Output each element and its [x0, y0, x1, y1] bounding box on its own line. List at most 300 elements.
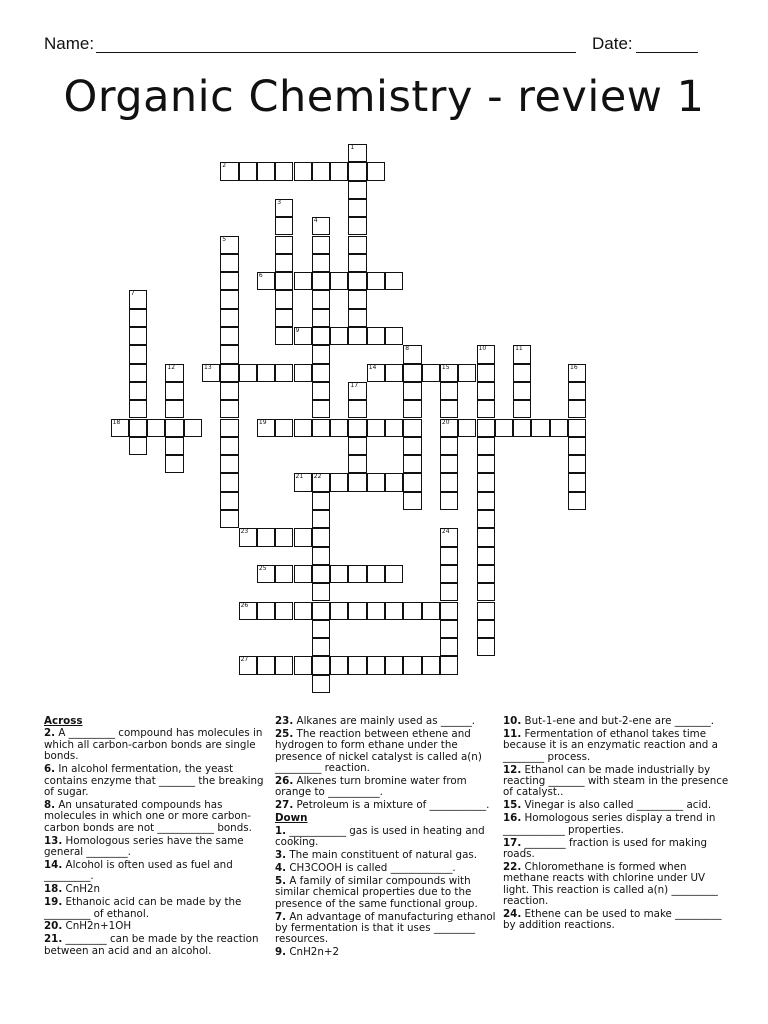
crossword-cell[interactable] [422, 656, 440, 674]
crossword-cell[interactable] [220, 327, 238, 345]
cell-clue-number: 2 [222, 162, 227, 170]
crossword-cell[interactable] [220, 455, 238, 473]
crossword-cell[interactable] [129, 382, 147, 400]
crossword-cell[interactable] [275, 565, 293, 583]
crossword-cell[interactable] [312, 217, 330, 235]
crossword-cell[interactable] [348, 217, 366, 235]
crossword-cell[interactable] [348, 437, 366, 455]
crossword-cell[interactable] [440, 437, 458, 455]
crossword-cell[interactable] [440, 455, 458, 473]
crossword-cell[interactable] [348, 236, 366, 254]
crossword-cell[interactable] [220, 492, 238, 510]
clue-item [44, 800, 266, 834]
crossword-cell[interactable] [348, 327, 366, 345]
clue-number: 8. [44, 798, 56, 811]
crossword-cell[interactable] [330, 473, 348, 491]
crossword-cell[interactable] [220, 473, 238, 491]
clue-item [503, 838, 731, 861]
crossword-cell[interactable] [312, 602, 330, 620]
crossword-cell[interactable] [568, 400, 586, 418]
clue-number: 2. [44, 727, 56, 740]
clue-item [275, 850, 497, 861]
crossword-cell[interactable] [348, 656, 366, 674]
crossword-cell[interactable] [477, 455, 495, 473]
crossword-cell[interactable] [257, 364, 275, 382]
crossword-cell[interactable] [257, 565, 275, 583]
crossword-cell[interactable] [440, 620, 458, 638]
crossword-cell[interactable] [477, 528, 495, 546]
crossword-cell[interactable] [129, 364, 147, 382]
crossword-cell[interactable] [458, 419, 476, 437]
crossword-cell[interactable] [312, 510, 330, 528]
date-label: Date: [592, 34, 633, 53]
crossword-cell[interactable] [330, 419, 348, 437]
crossword-cell[interactable] [495, 419, 513, 437]
crossword-cell[interactable] [312, 290, 330, 308]
crossword-cell[interactable] [294, 602, 312, 620]
crossword-cell[interactable] [568, 455, 586, 473]
crossword-cell[interactable] [275, 290, 293, 308]
clue-item [503, 909, 731, 932]
crossword-cell[interactable] [348, 400, 366, 418]
crossword-cell[interactable] [312, 254, 330, 272]
crossword-cell[interactable] [220, 510, 238, 528]
crossword-cell[interactable] [348, 162, 366, 180]
crossword-cell[interactable] [275, 309, 293, 327]
crossword-cell[interactable] [477, 400, 495, 418]
crossword-cell[interactable] [348, 565, 366, 583]
crossword-cell[interactable] [220, 162, 238, 180]
clue-number: 11. [503, 727, 522, 740]
clue-item [503, 765, 731, 799]
crossword-cell[interactable] [348, 309, 366, 327]
clue-item [275, 800, 497, 811]
crossword-cell[interactable] [220, 290, 238, 308]
crossword-cell[interactable] [440, 602, 458, 620]
crossword-cell[interactable] [330, 565, 348, 583]
crossword-cell[interactable] [458, 364, 476, 382]
crossword-cell[interactable] [275, 364, 293, 382]
crossword-cell[interactable] [348, 254, 366, 272]
crossword-cell[interactable] [440, 565, 458, 583]
clue-item [275, 947, 497, 958]
clue-number: 12. [503, 763, 522, 776]
crossword-cell[interactable] [294, 364, 312, 382]
crossword-cell[interactable] [129, 437, 147, 455]
clue-item [44, 836, 266, 859]
crossword-cell[interactable] [239, 528, 257, 546]
crossword-cell[interactable] [367, 272, 385, 290]
cell-clue-number: 11 [515, 345, 523, 353]
clue-number: 9. [275, 946, 287, 959]
crossword-cell[interactable] [129, 419, 147, 437]
crossword-cell[interactable] [220, 437, 238, 455]
crossword-cell[interactable] [220, 309, 238, 327]
crossword-cell[interactable] [257, 602, 275, 620]
clue-number: 5. [275, 874, 287, 887]
crossword-cell[interactable] [275, 199, 293, 217]
clue-number: 26. [275, 775, 294, 788]
crossword-cell[interactable] [477, 602, 495, 620]
cell-clue-number: 27 [240, 656, 249, 664]
crossword-cell[interactable] [220, 254, 238, 272]
crossword-cell[interactable] [312, 638, 330, 656]
crossword-cell[interactable] [220, 400, 238, 418]
crossword-cell[interactable] [312, 364, 330, 382]
crossword-cell[interactable] [330, 602, 348, 620]
clue-item [275, 826, 497, 849]
cell-clue-number: 16 [570, 363, 578, 371]
cell-clue-number: 1 [350, 144, 355, 151]
crossword-cell[interactable] [513, 345, 531, 363]
crossword-cell[interactable] [568, 364, 586, 382]
crossword-cell[interactable] [220, 345, 238, 363]
clue-number: 3. [275, 848, 287, 861]
clue-text: CH3COOH is called ____________. [286, 861, 456, 874]
crossword-cell[interactable] [165, 419, 183, 437]
clue-item [44, 764, 266, 798]
clue-number: 18. [44, 883, 63, 896]
crossword-cell[interactable] [348, 602, 366, 620]
crossword-cell[interactable] [129, 290, 147, 308]
cell-clue-number: 5 [222, 235, 227, 243]
crossword-cell[interactable] [403, 419, 421, 437]
crossword-cell[interactable] [440, 419, 458, 437]
crossword-cell[interactable] [367, 602, 385, 620]
crossword-cell[interactable] [294, 272, 312, 290]
crossword-cell[interactable] [385, 656, 403, 674]
clue-number: 4. [275, 861, 287, 874]
crossword-cell[interactable] [403, 455, 421, 473]
crossword-cell[interactable] [385, 272, 403, 290]
crossword-cell[interactable] [294, 565, 312, 583]
crossword-cell[interactable] [385, 327, 403, 345]
clue-item [503, 813, 731, 836]
clue-item [503, 862, 731, 908]
crossword-cell[interactable] [568, 382, 586, 400]
crossword-cell[interactable] [312, 547, 330, 565]
crossword-cell[interactable] [477, 510, 495, 528]
crossword-cell[interactable] [129, 327, 147, 345]
clue-text: ________ fraction is used for making roads. [503, 836, 708, 860]
clue-text: Ethanoic acid can be made by the _________ of ethanol. [44, 896, 242, 920]
crossword-cell[interactable] [129, 345, 147, 363]
crossword-cell[interactable] [568, 437, 586, 455]
crossword-cell[interactable] [312, 236, 330, 254]
crossword-cell[interactable] [312, 528, 330, 546]
clue-text: Fermentation of ethanol takes time because it is an enzymatic reaction and a ________ process. [503, 727, 718, 763]
crossword-cell[interactable] [275, 656, 293, 674]
crossword-cell[interactable] [440, 528, 458, 546]
crossword-cell[interactable] [403, 656, 421, 674]
crossword-cell[interactable] [348, 473, 366, 491]
clue-item [275, 776, 497, 799]
clue-text: Alcohol is often used as fuel and _________. [44, 858, 233, 883]
clue-number: 22. [503, 860, 522, 873]
crossword-cell[interactable] [403, 345, 421, 363]
cell-clue-number: 26 [240, 601, 249, 609]
clue-item [44, 884, 266, 895]
crossword-cell[interactable] [330, 272, 348, 290]
crossword-cell[interactable] [275, 528, 293, 546]
crossword-cell[interactable] [568, 492, 586, 510]
crossword-cell[interactable] [440, 400, 458, 418]
crossword-cell[interactable] [477, 382, 495, 400]
crossword-cell[interactable] [513, 364, 531, 382]
cell-clue-number: 22 [313, 473, 322, 481]
cell-clue-number: 14 [368, 363, 377, 371]
crossword-cell[interactable] [312, 400, 330, 418]
crossword-cell[interactable] [513, 400, 531, 418]
crossword-cell[interactable] [385, 419, 403, 437]
crossword-cell[interactable] [477, 364, 495, 382]
crossword-cell[interactable] [477, 473, 495, 491]
cell-clue-number: 13 [204, 363, 212, 371]
clue-text: CnH2n+2 [286, 946, 340, 959]
clue-number: 21. [44, 933, 63, 946]
crossword-cell[interactable] [312, 327, 330, 345]
clue-item [44, 860, 266, 883]
crossword-cell[interactable] [312, 162, 330, 180]
clue-text: An advantage of manufacturing ethanol by fermentation is that it uses ________ resources. [275, 910, 496, 946]
crossword-cell[interactable] [477, 437, 495, 455]
crossword-cell[interactable] [239, 602, 257, 620]
cell-clue-number: 7 [130, 290, 135, 298]
crossword-cell[interactable] [477, 345, 495, 363]
crossword-cell[interactable] [367, 565, 385, 583]
crossword-cell[interactable] [129, 400, 147, 418]
cell-clue-number: 15 [441, 363, 450, 371]
clue-text: In alcohol fermentation, the yeast contains enzyme that _______ the breaking of sugar. [44, 763, 264, 798]
clue-text: Homologous series have the same general ________. [44, 834, 244, 858]
crossword-cell[interactable] [477, 638, 495, 656]
crossword-cell[interactable] [275, 327, 293, 345]
crossword-cell[interactable] [202, 364, 220, 382]
clue-item [503, 800, 731, 811]
crossword-cell[interactable] [275, 419, 293, 437]
clue-item [503, 716, 731, 727]
clue-number: 14. [44, 858, 63, 871]
crossword-cell[interactable] [348, 419, 366, 437]
crossword-cell[interactable] [275, 162, 293, 180]
crossword-cell[interactable] [165, 400, 183, 418]
crossword-cell[interactable] [477, 620, 495, 638]
crossword-cell[interactable] [220, 419, 238, 437]
crossword-cell[interactable] [294, 528, 312, 546]
clue-item [44, 897, 266, 920]
crossword-cell[interactable] [294, 656, 312, 674]
crossword-cell[interactable] [348, 455, 366, 473]
crossword-cell[interactable] [312, 492, 330, 510]
crossword-cell[interactable] [440, 473, 458, 491]
crossword-cell[interactable] [294, 327, 312, 345]
crossword-cell[interactable] [165, 455, 183, 473]
crossword-cell[interactable] [312, 656, 330, 674]
crossword-cell[interactable] [550, 419, 568, 437]
crossword-cell[interactable] [403, 473, 421, 491]
clue-text: Alkanes are mainly used as ______. [293, 715, 476, 727]
crossword-cell[interactable] [312, 272, 330, 290]
crossword-cell[interactable] [294, 419, 312, 437]
crossword-cell[interactable] [385, 602, 403, 620]
clue-item [275, 876, 497, 910]
crossword-cell[interactable] [403, 382, 421, 400]
crossword-cell[interactable] [312, 620, 330, 638]
crossword-cell[interactable] [513, 419, 531, 437]
crossword-cell[interactable] [367, 162, 385, 180]
crossword-cell[interactable] [477, 547, 495, 565]
clue-item [275, 716, 497, 727]
crossword-cell[interactable] [220, 364, 238, 382]
clue-text: CnH2n+1OH [62, 920, 132, 933]
crossword-cell[interactable] [385, 364, 403, 382]
cell-clue-number: 21 [295, 473, 304, 481]
crossword-cell[interactable] [111, 419, 129, 437]
clue-text: CnH2n [62, 883, 101, 896]
clues-column-1 [44, 716, 266, 959]
clue-text: A family of similar compounds with similar chemical properties due to the presence of the same functional group. [275, 874, 478, 910]
crossword-cell[interactable] [367, 364, 385, 382]
crossword-cell[interactable] [312, 419, 330, 437]
crossword-cell[interactable] [312, 565, 330, 583]
crossword-cell[interactable] [312, 675, 330, 693]
crossword-cell[interactable] [330, 162, 348, 180]
cell-clue-number: 9 [295, 327, 300, 334]
crossword-cell[interactable] [440, 547, 458, 565]
crossword-cell[interactable] [348, 290, 366, 308]
clue-number: 7. [275, 910, 287, 923]
crossword-cell[interactable] [367, 419, 385, 437]
crossword-cell[interactable] [220, 272, 238, 290]
clue-text: Homologous series display a trend in ____________ properties. [503, 812, 716, 836]
clue-number: 6. [44, 763, 56, 776]
crossword-cell[interactable] [403, 492, 421, 510]
clue-text: Petroleum is a mixture of ___________. [293, 799, 490, 812]
crossword-cell[interactable] [513, 382, 531, 400]
clue-text: Ethanol can be made industrially by reacting _______ with steam in the presence of catalyst.. [503, 763, 729, 799]
name-label: Name: [44, 34, 95, 53]
crossword-cell[interactable] [440, 583, 458, 601]
crossword-cell[interactable] [477, 419, 495, 437]
crossword-cell[interactable] [422, 602, 440, 620]
crossword-cell[interactable] [239, 162, 257, 180]
crossword-cell[interactable] [220, 236, 238, 254]
crossword-cell[interactable] [312, 473, 330, 491]
crossword-cell[interactable] [275, 272, 293, 290]
crossword-cell[interactable] [294, 473, 312, 491]
clue-section-heading: Down [275, 812, 308, 825]
crossword-cell[interactable] [403, 400, 421, 418]
crossword-cell[interactable] [257, 656, 275, 674]
crossword-cell[interactable] [257, 162, 275, 180]
crossword-cell[interactable] [568, 473, 586, 491]
clue-text: The main constituent of natural gas. [286, 848, 478, 861]
clue-number: 19. [44, 896, 63, 909]
crossword-cell[interactable] [348, 181, 366, 199]
crossword-cell[interactable] [312, 382, 330, 400]
crossword-cell[interactable] [184, 419, 202, 437]
crossword-cell[interactable] [330, 656, 348, 674]
crossword-cell[interactable] [385, 565, 403, 583]
crossword-cell[interactable] [403, 437, 421, 455]
crossword-cell[interactable] [312, 583, 330, 601]
cell-clue-number: 6 [258, 272, 263, 280]
crossword-cell[interactable] [403, 364, 421, 382]
crossword-cell[interactable] [330, 327, 348, 345]
cell-clue-number: 18 [112, 418, 121, 426]
crossword-cell[interactable] [367, 327, 385, 345]
crossword-cell[interactable] [275, 236, 293, 254]
crossword-cell[interactable] [165, 382, 183, 400]
clue-text: An unsaturated compounds has molecules in which one or more carbon-carbon bonds are not ___________ bonds. [44, 798, 252, 834]
clue-text: ________ can be made by the reaction between an acid and an alcohol. [44, 933, 259, 957]
crossword-cell[interactable] [422, 364, 440, 382]
crossword-cell[interactable] [165, 364, 183, 382]
cell-clue-number: 24 [441, 528, 450, 536]
crossword-cell[interactable] [367, 656, 385, 674]
crossword-cell[interactable] [165, 437, 183, 455]
clue-text: A _________ compound has molecules in which all carbon-carbon bonds are single bonds. [44, 727, 263, 763]
crossword-cell[interactable] [403, 602, 421, 620]
crossword-cell[interactable] [568, 419, 586, 437]
clue-item [275, 863, 497, 874]
clue-item [44, 934, 266, 957]
crossword-cell[interactable] [440, 492, 458, 510]
clue-number: 10. [503, 715, 522, 727]
crossword-cell[interactable] [348, 144, 366, 162]
crossword-cell[interactable] [147, 419, 165, 437]
crossword-cell[interactable] [239, 364, 257, 382]
crossword-cell[interactable] [440, 364, 458, 382]
crossword-cell[interactable] [440, 656, 458, 674]
crossword-cell[interactable] [275, 254, 293, 272]
crossword-cell[interactable] [477, 583, 495, 601]
crossword-cell[interactable] [312, 309, 330, 327]
crossword-cell[interactable] [257, 419, 275, 437]
crossword-cell[interactable] [275, 602, 293, 620]
crossword-cell[interactable] [385, 473, 403, 491]
clue-text: But-1-ene and but-2-ene are _______. [521, 715, 715, 727]
crossword-cell[interactable] [312, 345, 330, 363]
crossword-cell[interactable] [348, 382, 366, 400]
crossword-cell[interactable] [440, 638, 458, 656]
crossword-cell[interactable] [294, 162, 312, 180]
clue-item [275, 912, 497, 946]
crossword-cell[interactable] [531, 419, 549, 437]
clue-number: 27. [275, 799, 294, 812]
crossword-cell[interactable] [275, 217, 293, 235]
clue-text: ___________ gas is used in heating and cooking. [275, 824, 485, 849]
crossword-cell[interactable] [129, 309, 147, 327]
crossword-cell[interactable] [257, 528, 275, 546]
crossword-cell[interactable] [440, 382, 458, 400]
cell-clue-number: 3 [277, 198, 282, 206]
cell-clue-number: 12 [167, 363, 176, 371]
crossword-cell[interactable] [257, 272, 275, 290]
clue-number: 23. [275, 715, 294, 727]
clue-item [44, 921, 266, 932]
crossword-cell[interactable] [477, 492, 495, 510]
crossword-cell[interactable] [348, 199, 366, 217]
cell-clue-number: 17 [350, 381, 359, 389]
clues-column-3 [503, 716, 731, 933]
crossword-cell[interactable] [220, 382, 238, 400]
crossword-cell[interactable] [239, 656, 257, 674]
crossword-cell[interactable] [477, 565, 495, 583]
crossword-cell[interactable] [348, 272, 366, 290]
clue-number: 20. [44, 920, 63, 933]
crossword-cell[interactable] [367, 473, 385, 491]
